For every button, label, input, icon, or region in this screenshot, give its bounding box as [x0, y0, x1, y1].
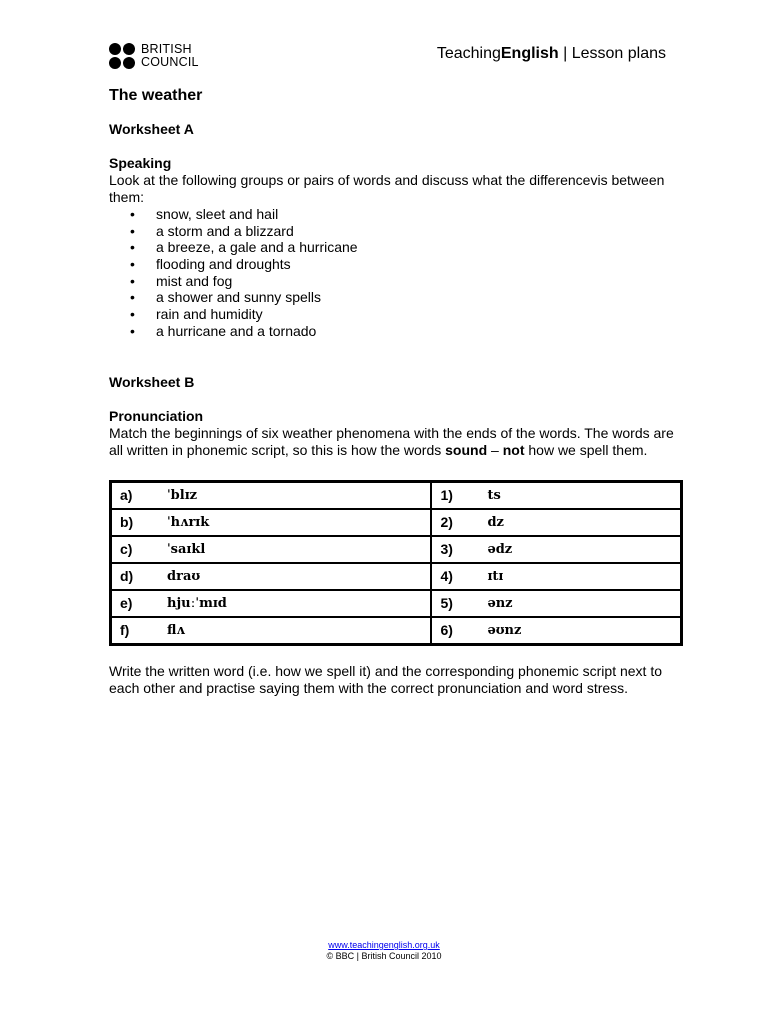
cell-key: 1)	[440, 486, 453, 503]
cell-ipa: ənz	[487, 595, 513, 611]
bullet: •	[130, 306, 135, 323]
bullet: •	[130, 206, 135, 222]
list-item-text: snow, sleet and hail	[156, 206, 279, 222]
logo-line-2: COUNCIL	[141, 55, 199, 69]
speaking-instructions: Look at the following groups or pairs of words and discuss what the differencevis between them:	[109, 172, 665, 205]
pronunciation-heading: Pronunciation	[109, 407, 204, 424]
list-item	[109, 289, 679, 306]
bullet: •	[130, 239, 135, 256]
cell-ipa: ədz	[487, 541, 513, 557]
list-item-text: flooding and droughts	[156, 256, 291, 273]
brand-suffix: | Lesson plans	[558, 45, 666, 62]
cell-key: e)	[120, 594, 133, 611]
list-item-text: rain and humidity	[156, 306, 263, 323]
cell-key: f)	[120, 621, 130, 638]
cell-ipa: draʊ	[167, 568, 201, 584]
list-item	[109, 323, 679, 340]
header-brand	[437, 44, 666, 64]
table-cell	[111, 617, 432, 645]
cell-ipa: flʌ	[167, 622, 185, 638]
list-item	[109, 306, 679, 323]
cell-key: d)	[120, 567, 134, 584]
cell-ipa: ˈhʌrɪk	[167, 514, 210, 530]
cell-key: c)	[120, 540, 133, 557]
table-cell	[111, 509, 432, 536]
table-cell	[431, 481, 681, 509]
footer-copyright: © BBC | British Council 2010	[326, 951, 442, 961]
logo-dots-icon	[109, 43, 136, 70]
british-council-logo	[109, 42, 209, 70]
speaking-heading: Speaking	[109, 155, 172, 171]
intro-bold-sound: sound	[445, 441, 488, 458]
cell-ipa: ɪtɪ	[487, 568, 504, 584]
table-cell	[431, 590, 681, 617]
cell-ipa: hjuːˈmɪd	[167, 595, 227, 611]
cell-ipa: ts	[487, 487, 501, 503]
list-item-text: a shower and sunny spells	[156, 289, 321, 306]
intro-text-2: how we spell them.	[524, 441, 648, 458]
table-row	[111, 590, 682, 617]
cell-ipa: ˈsaɪkl	[167, 541, 206, 557]
cell-ipa: ˈblɪz	[167, 487, 198, 503]
list-item	[109, 273, 679, 290]
table-row	[111, 509, 682, 536]
intro-dash: –	[487, 441, 503, 458]
brand-regular: Teaching	[436, 45, 501, 62]
table-row	[111, 563, 682, 590]
list-item	[109, 256, 679, 273]
cell-ipa: dz	[487, 514, 504, 530]
closing-instructions: Write the written word (i.e. how we spell it) and the corresponding phonemic script next to each other and practise saying them with the correct pronunciation and word stress.	[109, 662, 662, 696]
cell-ipa: əʊnz	[487, 622, 522, 638]
page-title: The weather	[109, 87, 203, 104]
bullet: •	[130, 256, 135, 273]
bullet: •	[130, 322, 135, 339]
table-row	[111, 536, 682, 563]
table-row	[111, 617, 682, 645]
list-item-text: a storm and a blizzard	[156, 222, 294, 239]
worksheet-a-heading: Worksheet A	[109, 121, 194, 137]
speaking-word-list	[109, 206, 679, 340]
brand-bold: English	[500, 45, 559, 62]
cell-key: 4)	[440, 567, 453, 584]
table-cell	[111, 590, 432, 617]
list-item-text: a breeze, a gale and a hurricane	[156, 239, 358, 256]
table-cell	[431, 563, 681, 590]
pronunciation-table	[109, 480, 683, 646]
list-item	[109, 206, 679, 223]
table-row	[111, 481, 682, 509]
main-content	[109, 121, 679, 697]
intro-bold-not: not	[502, 441, 525, 458]
bullet: •	[130, 289, 135, 306]
list-item	[109, 239, 679, 256]
page-footer	[0, 940, 768, 962]
table-cell	[431, 509, 681, 536]
cell-key: 3)	[440, 540, 453, 557]
logo-text	[141, 43, 199, 69]
logo-line-1: BRITISH	[141, 42, 192, 56]
list-item-text: mist and fog	[156, 272, 233, 289]
cell-key: b)	[120, 513, 134, 530]
intro-text-1: Match the beginnings of six weather phenomena with the ends of the words. The words are all written in phonemic script, so this is how the words	[109, 424, 674, 458]
table-cell	[111, 563, 432, 590]
worksheet-b-heading: Worksheet B	[109, 373, 195, 390]
cell-key: 2)	[440, 513, 453, 530]
cell-key: 6)	[440, 621, 453, 638]
bullet: •	[130, 272, 135, 289]
table-cell	[431, 536, 681, 563]
list-item-text: a hurricane and a tornado	[156, 322, 317, 339]
pronunciation-intro	[109, 425, 679, 459]
bullet: •	[130, 222, 135, 239]
cell-key: a)	[120, 486, 133, 503]
table-cell	[111, 481, 432, 509]
cell-key: 5)	[440, 594, 453, 611]
table-cell	[431, 617, 681, 645]
table-cell	[111, 536, 432, 563]
list-item	[109, 223, 679, 240]
footer-url-link[interactable]: www.teachingenglish.org.uk	[328, 940, 440, 950]
